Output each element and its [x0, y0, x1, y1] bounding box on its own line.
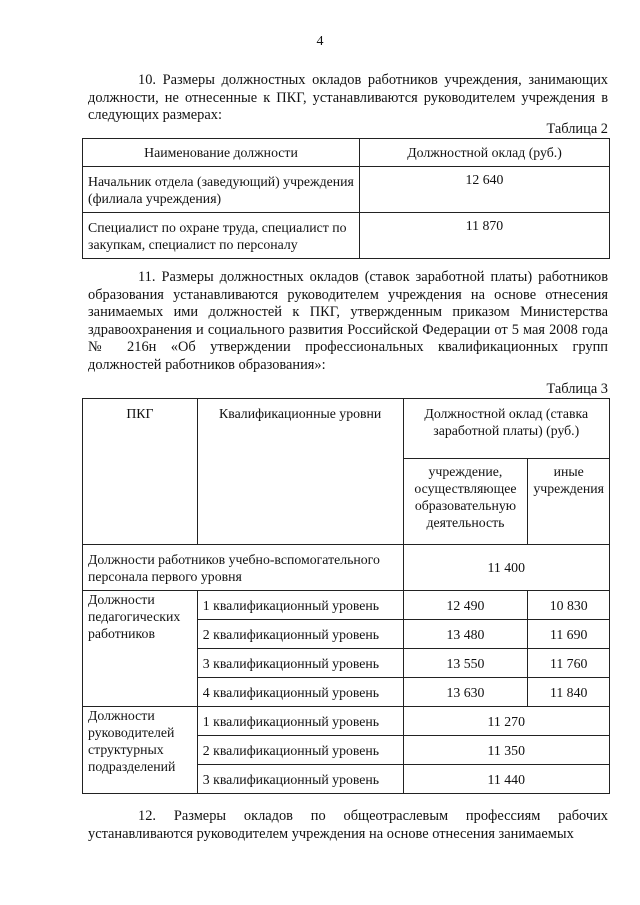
table-2-position-cell: Начальник отдела (заведующий) учреждения (филиала учреждения) [83, 167, 360, 213]
table-3-header-levels: Квалификационные уровни [197, 399, 403, 545]
table-3-level-cell: 4 квалификационный уровень [197, 678, 403, 707]
table-3-level-cell: 1 квалификационный уровень [197, 707, 403, 736]
paragraph-10 [88, 72, 608, 125]
table-3 [82, 398, 610, 794]
table-3-header-salary: Должностной оклад (ставка заработной платы) (руб.) [403, 399, 609, 459]
table-3-salary-cell: 11 440 [403, 765, 609, 794]
table-row [83, 707, 610, 736]
table-3-edu-cell: 13 630 [403, 678, 528, 707]
table-2-header-salary: Должностной оклад (руб.) [360, 139, 610, 167]
table-3-group-3-name: Должности руководителей структурных подразделений [83, 707, 198, 794]
table-3-edu-cell: 13 480 [403, 620, 528, 649]
table-row [83, 167, 610, 213]
table-row [83, 213, 610, 259]
table-row [83, 545, 610, 591]
table-3-other-cell: 11 760 [528, 649, 610, 678]
table-2-header-position: Наименование должности [83, 139, 360, 167]
table-2-salary-cell: 12 640 [360, 167, 610, 213]
table-3-group-1-salary: 11 400 [403, 545, 609, 591]
paragraph-12-text: 12. Размеры окладов по общеотраслевым профессиям рабочих устанавливаются руководителем учреждения на основе отнесения занимаемых [88, 808, 608, 842]
paragraph-10-text: 10. Размеры должностных окладов работников учреждения, занимающих должности, не отнесенные к ПКГ, устанавливаются руководителем учреждения в следующих размерах: [88, 72, 608, 123]
table-2-salary-cell: 11 870 [360, 213, 610, 259]
table-3-other-cell: 11 840 [528, 678, 610, 707]
table-3-level-cell: 1 квалификационный уровень [197, 591, 403, 620]
table-3-header-other: иные учреждения [528, 459, 610, 545]
table-3-group-1-name: Должности работников учебно-вспомогательного персонала первого уровня [83, 545, 404, 591]
table-3-edu-cell: 12 490 [403, 591, 528, 620]
table-3-caption: Таблица 3 [546, 381, 608, 397]
table-2-position-cell: Специалист по охране труда, специалист по закупкам, специалист по персоналу [83, 213, 360, 259]
table-3-other-cell: 10 830 [528, 591, 610, 620]
table-3-edu-cell: 13 550 [403, 649, 528, 678]
paragraph-12 [88, 808, 608, 843]
table-2-caption: Таблица 2 [546, 121, 608, 137]
table-3-group-2-name: Должности педагогических работников [83, 591, 198, 707]
table-row [83, 591, 610, 620]
paragraph-11 [88, 269, 608, 374]
table-3-header-edu: учреждение, осуществляющее образовательную деятельность [403, 459, 528, 545]
table-3-header-pkg: ПКГ [83, 399, 198, 545]
table-3-level-cell: 3 квалификационный уровень [197, 649, 403, 678]
table-2 [82, 138, 610, 259]
page-number: 4 [316, 34, 324, 49]
table-3-level-cell: 2 квалификационный уровень [197, 620, 403, 649]
table-3-level-cell: 2 квалификационный уровень [197, 736, 403, 765]
paragraph-11-text: 11. Размеры должностных окладов (ставок заработной платы) работников образования устанавливаются руководителем учреждения на основе отнесения занимаемых ими должностей к ПКГ, утвержденным приказом Министерства здравоохранения и социального развития Российской Федерации от 5 мая 2008 года № 216н «Об утверждении профессиональных квалификационных групп должностей работников образования»: [88, 269, 608, 373]
table-3-salary-cell: 11 270 [403, 707, 609, 736]
table-3-salary-cell: 11 350 [403, 736, 609, 765]
table-3-other-cell: 11 690 [528, 620, 610, 649]
table-3-level-cell: 3 квалификационный уровень [197, 765, 403, 794]
